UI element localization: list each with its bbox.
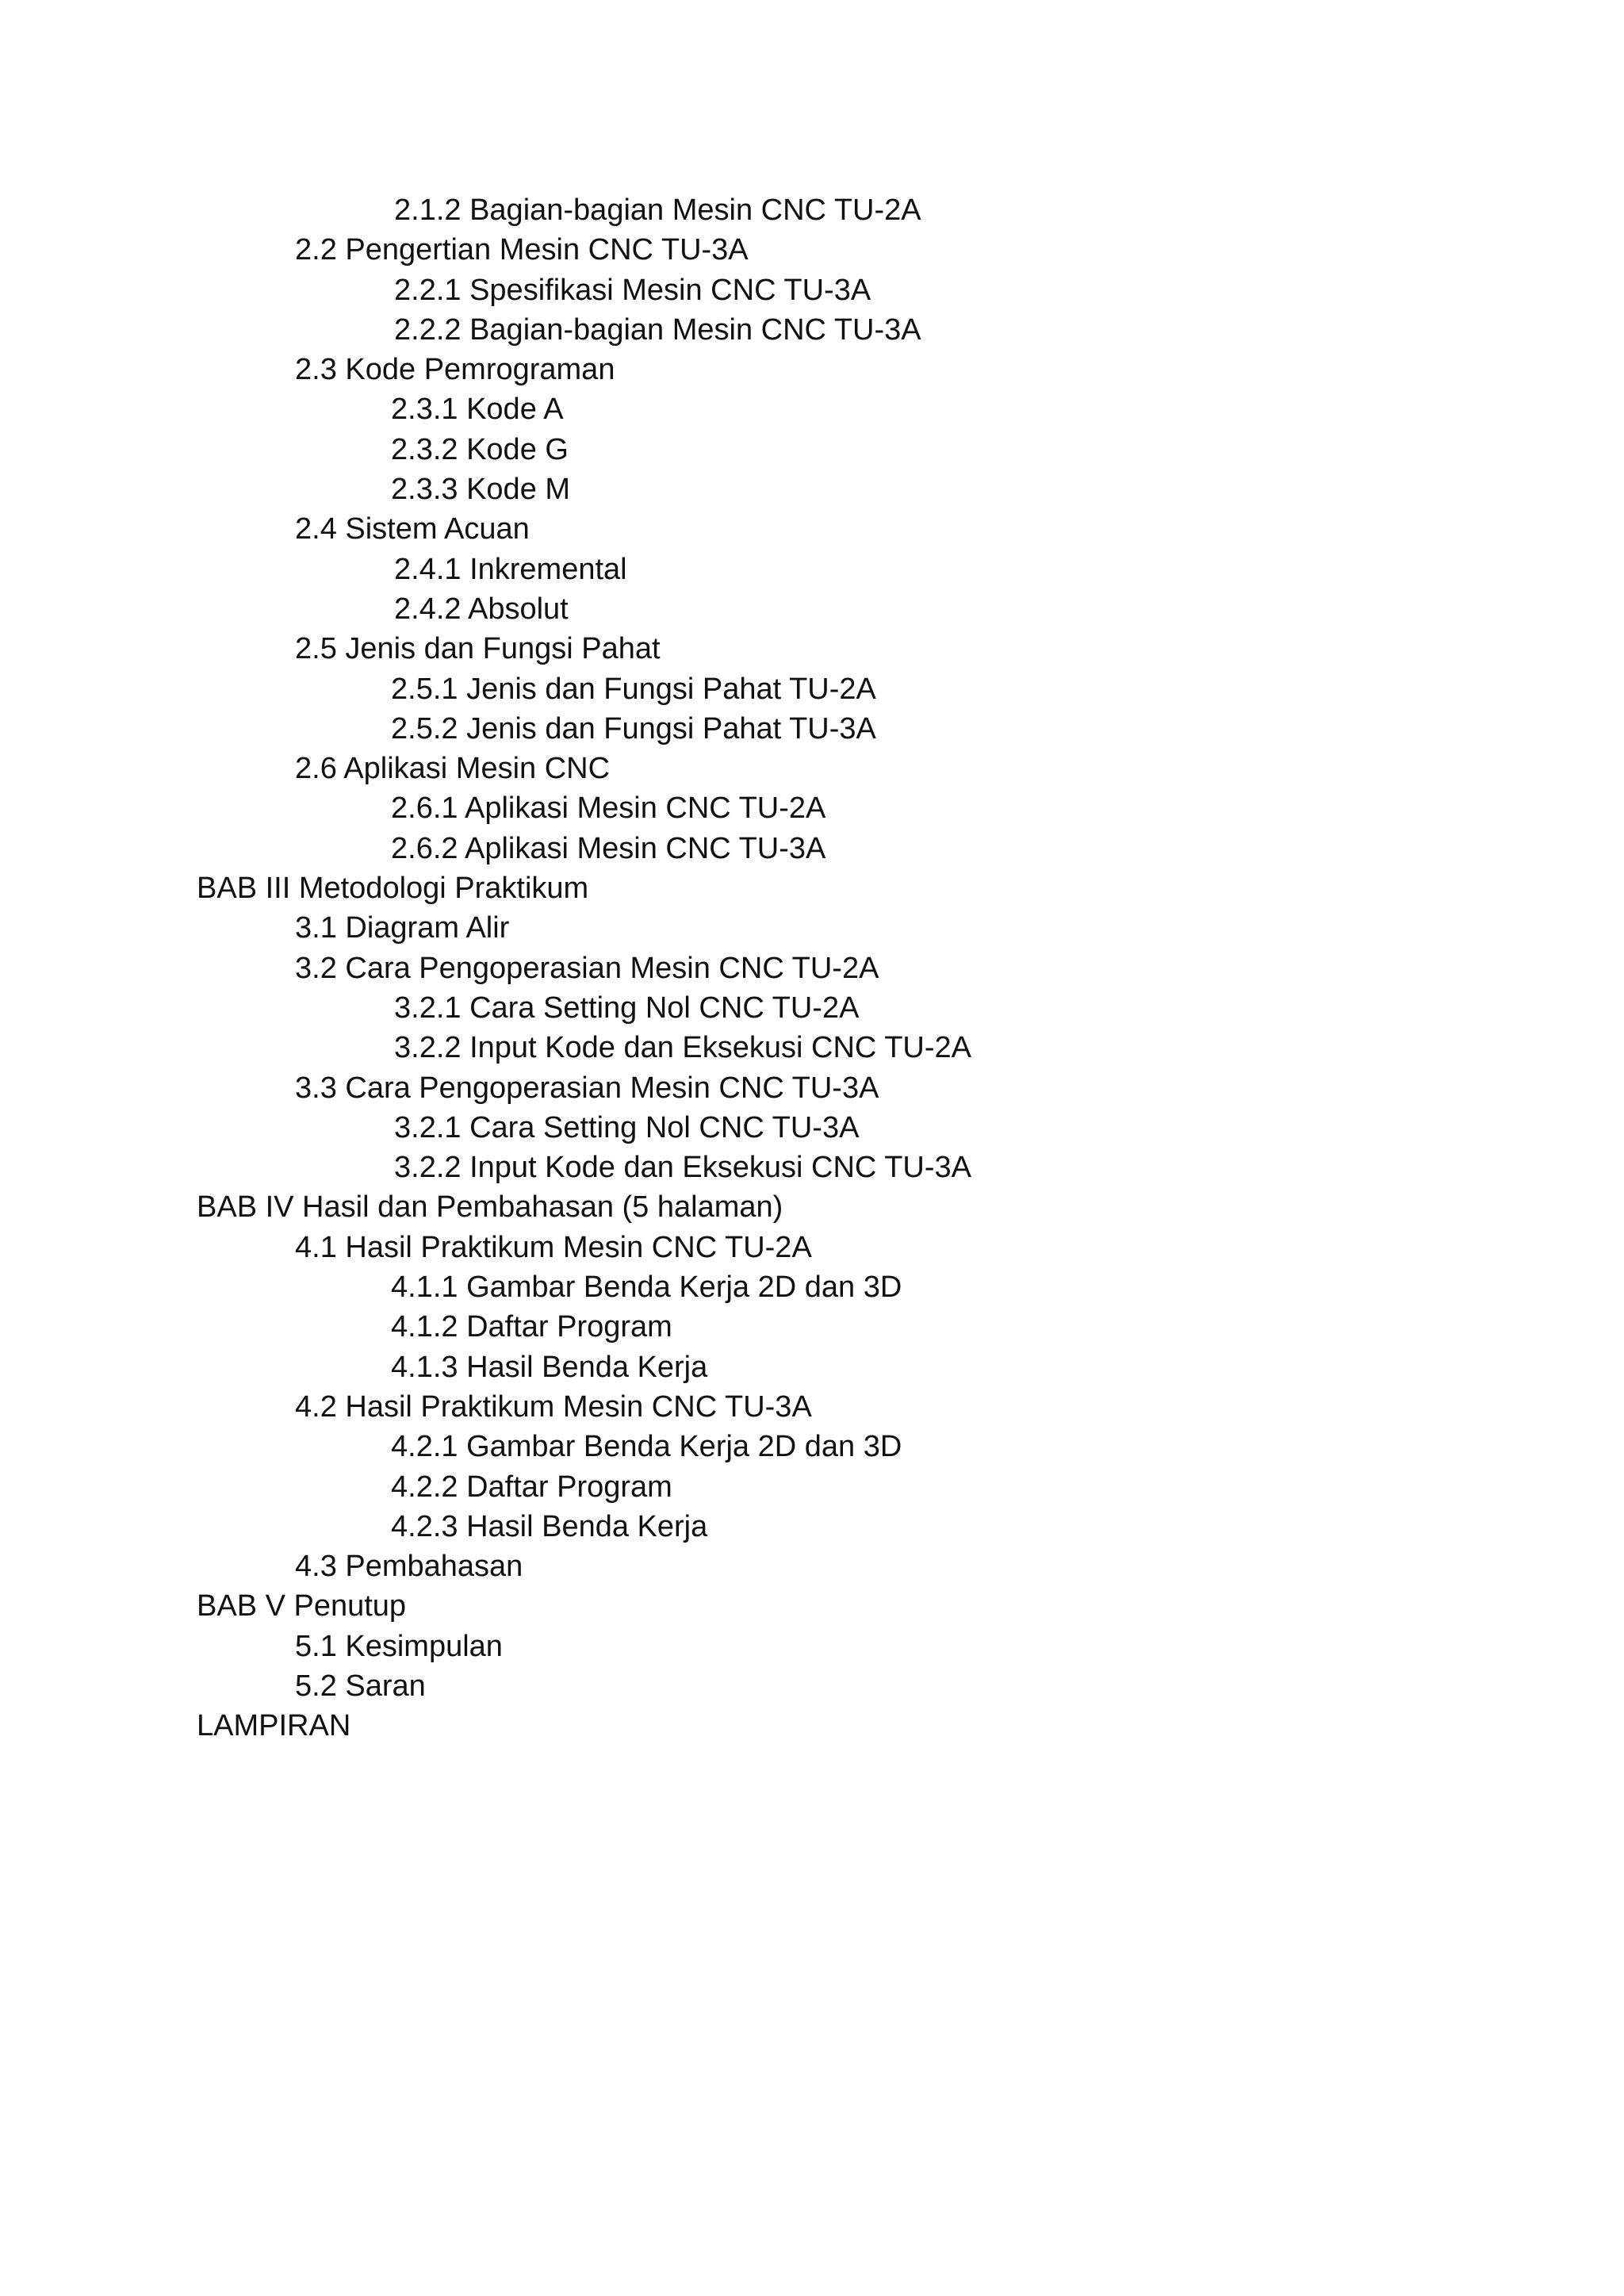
toc-subsection-3-2-2-b: 3.2.2 Input Kode dan Eksekusi CNC TU-3A [394, 1151, 972, 1185]
toc-section-3-2: 3.2 Cara Pengoperasian Mesin CNC TU-2A [295, 951, 879, 985]
table-of-contents [0, 190, 1624, 1746]
toc-section-2-6: 2.6 Aplikasi Mesin CNC [295, 752, 611, 786]
toc-section-4-2: 4.2 Hasil Praktikum Mesin CNC TU-3A [295, 1389, 812, 1424]
toc-subsection-2-3-1: 2.3.1 Kode A [391, 393, 564, 427]
toc-subsection-2-1-2: 2.1.2 Bagian-bagian Mesin CNC TU-2A [394, 194, 921, 227]
toc-subsection-2-5-2: 2.5.2 Jenis dan Fungsi Pahat TU-3A [391, 711, 876, 746]
toc-subsection-2-4-2: 2.4.2 Absolut [394, 592, 569, 626]
toc-subsection-2-6-1: 2.6.1 Aplikasi Mesin CNC TU-2A [391, 792, 826, 826]
toc-section-5-2: 5.2 Saran [295, 1669, 426, 1703]
toc-subsection-2-5-1: 2.5.1 Jenis dan Fungsi Pahat TU-2A [391, 672, 876, 706]
toc-subsection-3-2-1-b: 3.2.1 Cara Setting Nol CNC TU-3A [394, 1110, 860, 1144]
toc-appendix: LAMPIRAN [197, 1709, 351, 1743]
toc-section-4-3: 4.3 Pembahasan [295, 1550, 523, 1584]
toc-subsection-2-3-3: 2.3.3 Kode M [391, 473, 571, 507]
toc-subsection-4-1-3: 4.1.3 Hasil Benda Kerja [391, 1350, 708, 1384]
toc-subsection-4-1-2: 4.1.2 Daftar Program [391, 1310, 672, 1344]
toc-subsection-3-2-2-a: 3.2.2 Input Kode dan Eksekusi CNC TU-2A [394, 1031, 972, 1065]
toc-section-3-1: 3.1 Diagram Alir [295, 911, 510, 945]
toc-subsection-2-6-2: 2.6.2 Aplikasi Mesin CNC TU-3A [391, 831, 826, 865]
toc-subsection-4-2-2: 4.2.2 Daftar Program [391, 1470, 672, 1504]
toc-section-5-1: 5.1 Kesimpulan [295, 1629, 503, 1663]
toc-subsection-2-4-1: 2.4.1 Inkremental [394, 552, 627, 586]
toc-subsection-2-2-1: 2.2.1 Spesifikasi Mesin CNC TU-3A [394, 273, 871, 307]
toc-section-2-3: 2.3 Kode Pemrograman [295, 353, 615, 387]
toc-chapter-5: BAB V Penutup [197, 1589, 407, 1623]
toc-chapter-4: BAB IV Hasil dan Pembahasan (5 halaman) [197, 1190, 783, 1225]
toc-section-3-3: 3.3 Cara Pengoperasian Mesin CNC TU-3A [295, 1071, 879, 1105]
toc-section-2-4: 2.4 Sistem Acuan [295, 512, 530, 546]
toc-subsection-4-2-3: 4.2.3 Hasil Benda Kerja [391, 1509, 708, 1543]
toc-chapter-3: BAB III Metodologi Praktikum [197, 872, 589, 906]
toc-section-2-2: 2.2 Pengertian Mesin CNC TU-3A [295, 233, 749, 267]
toc-section-4-1: 4.1 Hasil Praktikum Mesin CNC TU-2A [295, 1230, 812, 1264]
toc-subsection-2-3-2: 2.3.2 Kode G [391, 432, 569, 466]
toc-subsection-2-2-2: 2.2.2 Bagian-bagian Mesin CNC TU-3A [394, 312, 921, 347]
toc-section-2-5: 2.5 Jenis dan Fungsi Pahat [295, 632, 661, 666]
toc-subsection-4-1-1: 4.1.1 Gambar Benda Kerja 2D dan 3D [391, 1271, 902, 1305]
toc-subsection-3-2-1-a: 3.2.1 Cara Setting Nol CNC TU-2A [394, 991, 860, 1025]
toc-subsection-4-2-1: 4.2.1 Gambar Benda Kerja 2D dan 3D [391, 1430, 902, 1464]
